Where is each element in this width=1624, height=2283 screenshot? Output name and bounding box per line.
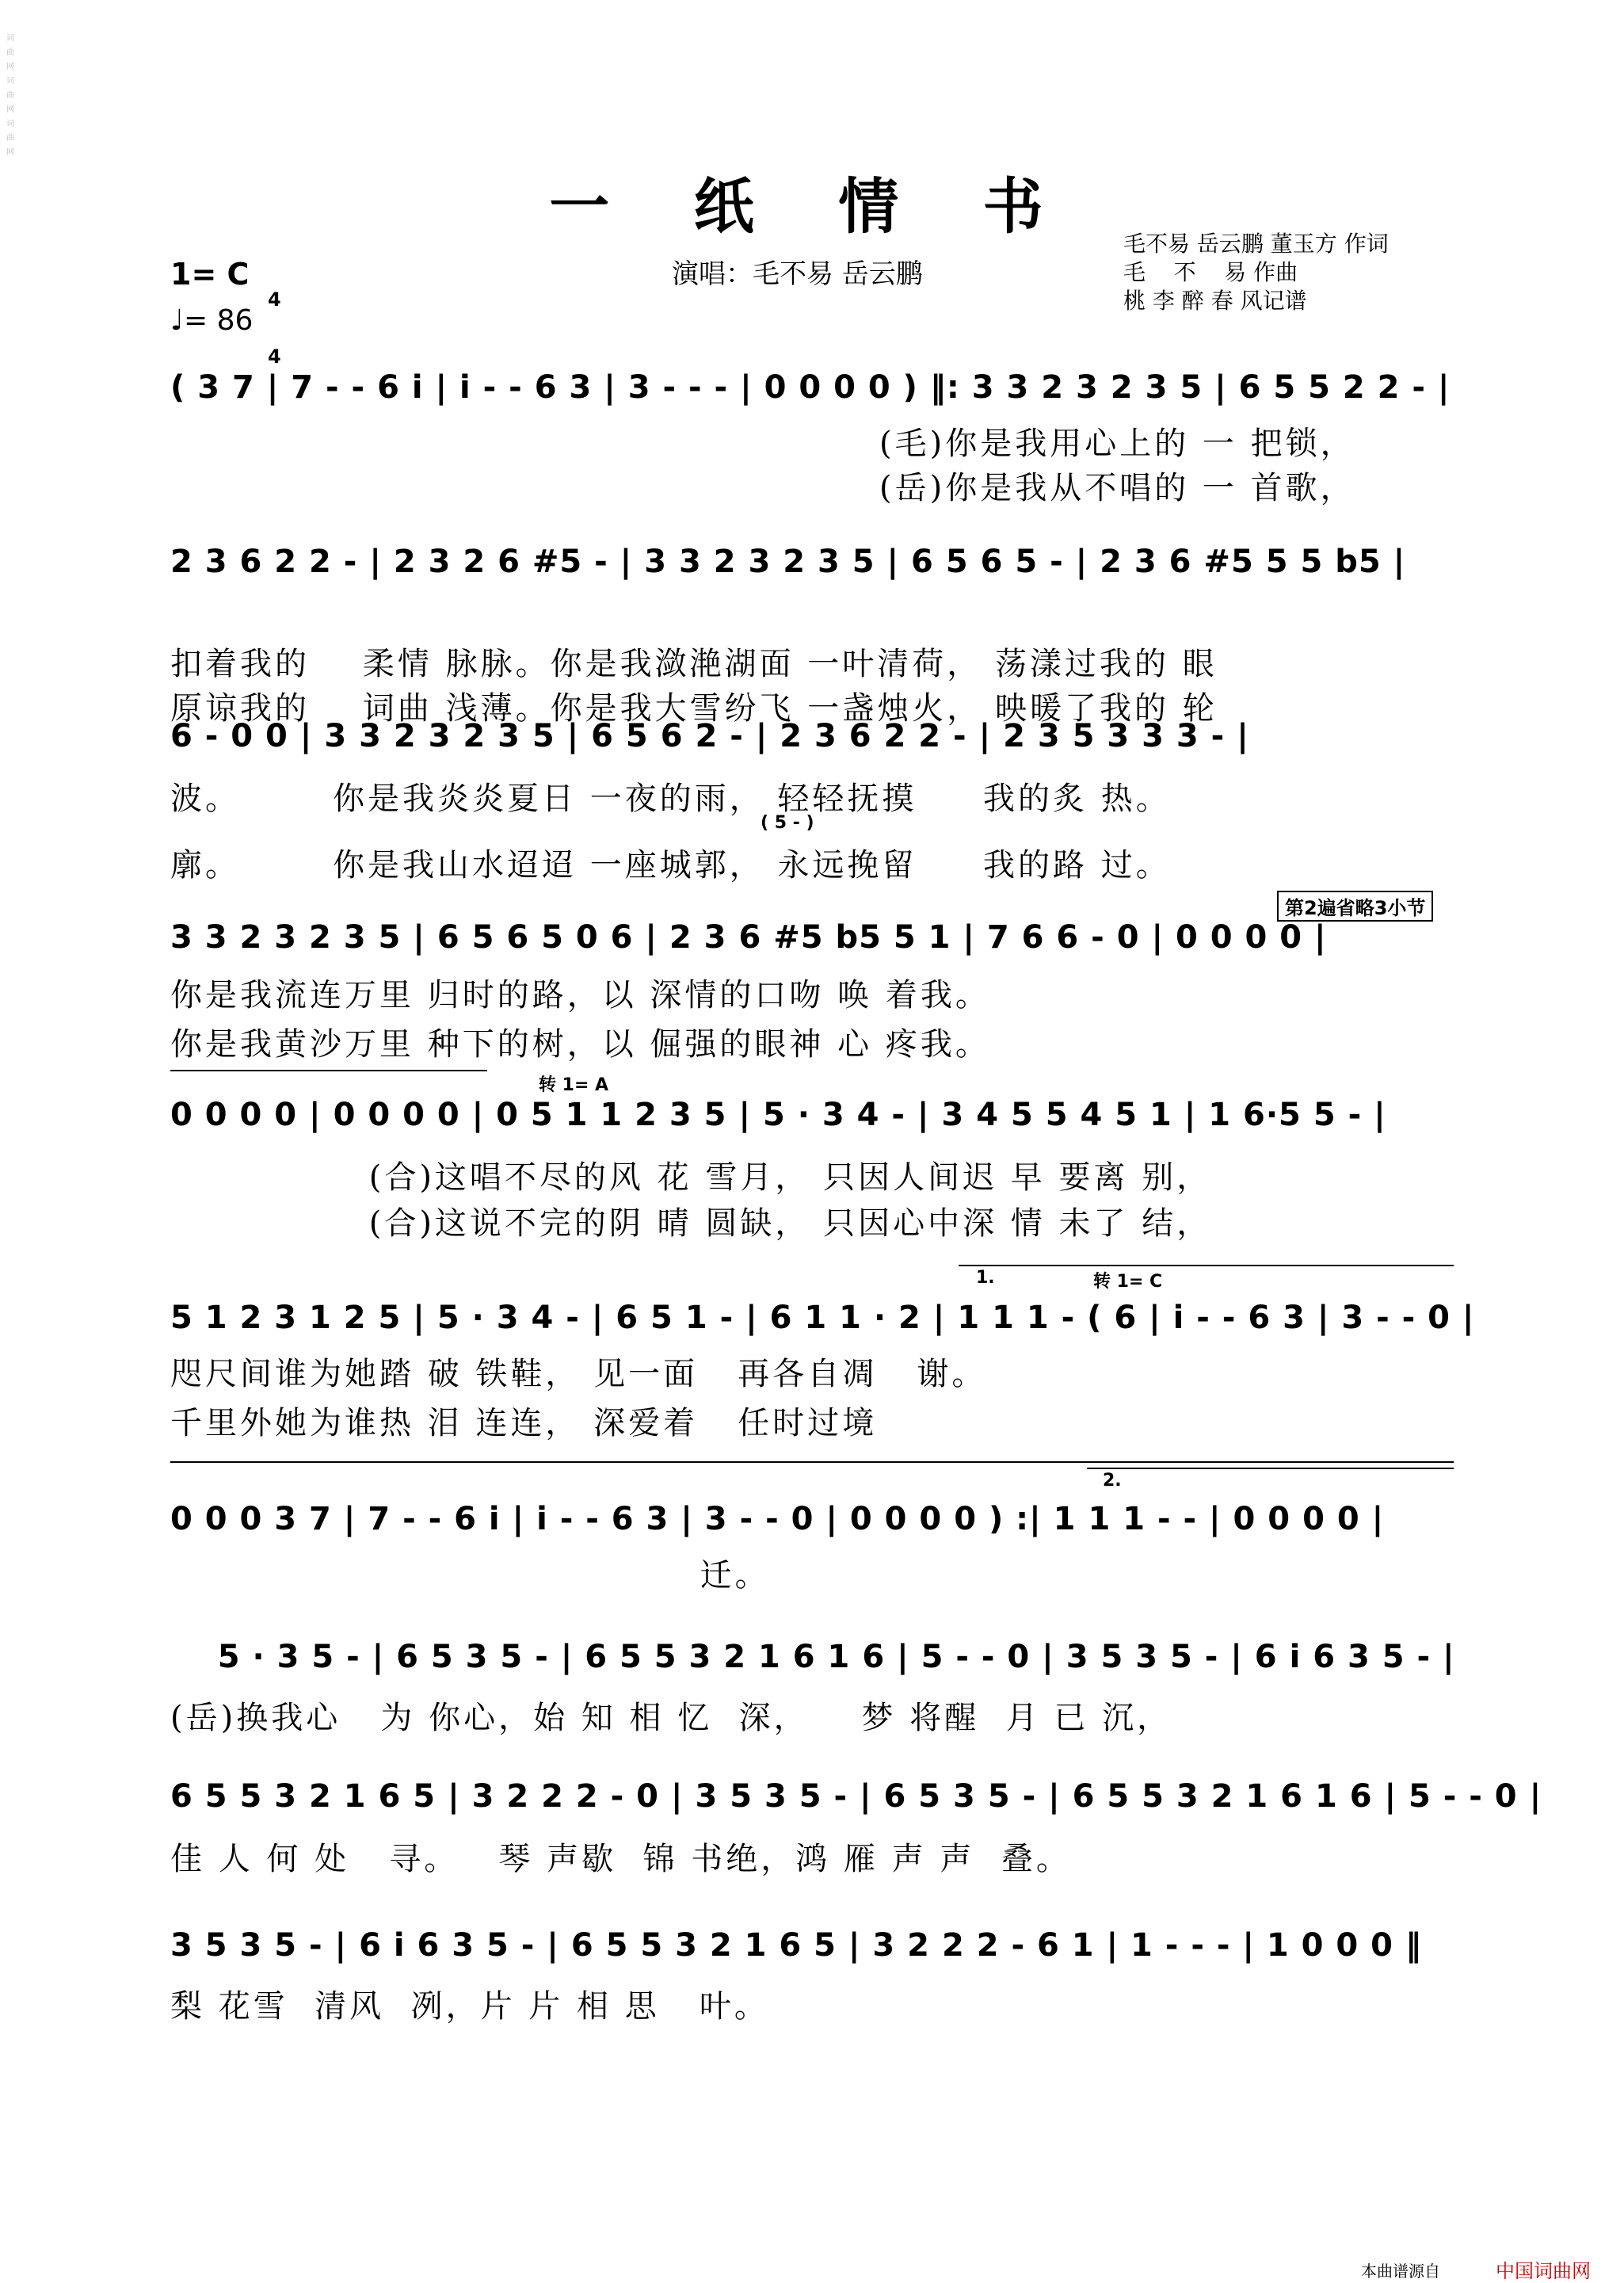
notation-row-9: 6 5 5 3 2 1 6 5 | 3 2 2 2 - 0 | 3 5 3 5 - | 6 5 3 5 - | 6 5 5 3 2 1 6 1 6 | 5 - - 0 | (170, 1778, 1542, 1815)
modulation-c: 转 1= C (1093, 1272, 1163, 1292)
ending-2-bracket (1087, 1468, 1454, 1469)
lyric-row-2b: 原谅我的 词曲 浅薄。你是我大雪纷飞 一盏烛火， 映暖了我的 轮 (170, 690, 1218, 727)
lyric-row-4b: 你是我黄沙万里 种下的树，以 倔强的眼神 心 疼我。 (170, 1026, 990, 1063)
lyric-row-1b: (岳)你是我从不唱的 一 首歌， (879, 470, 1355, 506)
lyric-row-1a: (毛)你是我用心上的 一 把锁， (879, 426, 1355, 462)
lyric-row-6a: 咫尺间谁为她踏 破 铁鞋， 见一面 再各自凋 谢。 (170, 1356, 987, 1392)
meter-bottom: 4 (268, 346, 281, 368)
footer-site-link[interactable]: 中国词曲网 (1496, 2260, 1591, 2282)
omit-note: 第2遍省略3小节 (1277, 891, 1433, 922)
ending-1-continuation (170, 1461, 1454, 1463)
composer-credit: 毛 不 易 作曲 (1123, 259, 1298, 285)
notation-row-5: 0 0 0 0 | 0 0 0 0 | 0 5 1 1 2 3 5 | 5 · 3 4 - | 3 4 5 5 4 5 1 | 1 6·5 5 - | (170, 1097, 1386, 1133)
lyric-row-5b: (合)这说不完的阴 晴 圆缺， 只因心中深 情 未了 结， (170, 1205, 1212, 1242)
notation-row-10: 3 5 3 5 - | 6 i 6 3 5 - | 6 5 5 3 2 1 6 5 | 3 2 2 2 - 6 1 | 1 - - - | 1 0 0 0 ‖ (170, 1927, 1422, 1964)
lyric-row-6b: 千里外她为谁热 泪 连连， 深爱着 任时过境 (170, 1405, 878, 1441)
key-signature: 1= C (170, 257, 250, 292)
lyric-row-9a: 佳 人 何 处 寻。 琴 声歇 锦 书绝，鸿 雁 声 声 叠。 (170, 1841, 1071, 1877)
side-watermark: 词曲网词曲网词曲网 (6, 34, 14, 157)
notation-row-2: 2 3 6 2 2 - | 2 3 2 6 #5 - | 3 3 2 3 2 3 5 | 6 5 6 5 - | 2 3 6 #5 5 5 b5 | (170, 544, 1406, 580)
lyric-row-3b: 廓。 你是我山水迢迢 一座城郭， 永远挽留 我的路 过。 (170, 847, 1171, 884)
lyric-row-2a: 扣着我的 柔情 脉脉。你是我潋滟湖面 一叶清荷， 荡漾过我的 眼 (170, 646, 1218, 682)
time-signature (268, 252, 281, 385)
lyric-row-4a: 你是我流连万里 归时的路，以 深情的口吻 唤 着我。 (170, 977, 990, 1014)
ending-1-bracket (959, 1265, 1454, 1266)
page-title: 一 纸 情 书 (549, 171, 1075, 242)
singers: 演唱：毛不易 岳云鹏 (672, 258, 923, 290)
tempo-marking: ♩= 86 (170, 304, 254, 337)
lyric-row-7a: 迁。 (170, 1557, 770, 1594)
notation-row-8: 5 · 3 5 - | 6 5 3 5 - | 6 5 5 3 2 1 6 1 6 | 5 - - 0 | 3 5 3 5 - | 6 i 6 3 5 - | (170, 1639, 1455, 1675)
ending-1-label: 1. (976, 1268, 995, 1288)
meter-top: 4 (268, 288, 281, 311)
lyric-row-8a: (岳)换我心 为 你心，始 知 相 忆 深， 梦 将醒 月 已 沉， (170, 1700, 1172, 1736)
notation-row-7: 0 0 0 3 7 | 7 - - 6 i | i - - 6 3 | 3 - - 0 | 0 0 0 0 ) :| 1 1 1 - - | 0 0 0 0 | (170, 1501, 1385, 1537)
lyricist-credit: 毛不易 岳云鹏 董玉方 作词 (1123, 231, 1389, 257)
lyric-row-3a: 波。 你是我炎炎夏日 一夜的雨， 轻轻抚摸 我的炙 热。 (170, 781, 1171, 817)
notation-row-3: 6 - 0 0 | 3 3 2 3 2 3 5 | 6 5 6 2 - | 2 3 6 2 2 - | 2 3 5 3 3 3 - | (170, 718, 1249, 754)
modulation-a: 转 1= A (539, 1075, 609, 1095)
transcriber-credit: 桃 李 醉 春 风记谱 (1123, 288, 1307, 314)
footer-source-text: 本曲谱源自 (1361, 2262, 1440, 2281)
omit-bracket (170, 1070, 487, 1071)
notation-row-6: 5 1 2 3 1 2 5 | 5 · 3 4 - | 6 5 1 - | 6 1 1 · 2 | 1 1 1 - ( 6 | i - - 6 3 | 3 - - 0 | (170, 1300, 1475, 1336)
notation-row-4: 3 3 2 3 2 3 5 | 6 5 6 5 0 6 | 2 3 6 #5 b5 5 1 | 7 6 6 - 0 | 0 0 0 0 | (170, 919, 1327, 956)
alt-notes: ( 5 - ) (761, 813, 814, 833)
notation-row-1: ( 3 7 | 7 - - 6 i | i - - 6 3 | 3 - - - | 0 0 0 0 ) ‖: 3 3 2 3 2 3 5 | 6 5 5 2 2 - | (170, 369, 1451, 406)
lyric-row-10a: 梨 花雪 清风 冽，片 片 相 思 叶。 (170, 1988, 769, 2025)
ending-2-label: 2. (1103, 1471, 1122, 1491)
lyric-row-5a: (合)这唱不尽的风 花 雪月， 只因人间迟 早 要离 别， (170, 1159, 1212, 1196)
